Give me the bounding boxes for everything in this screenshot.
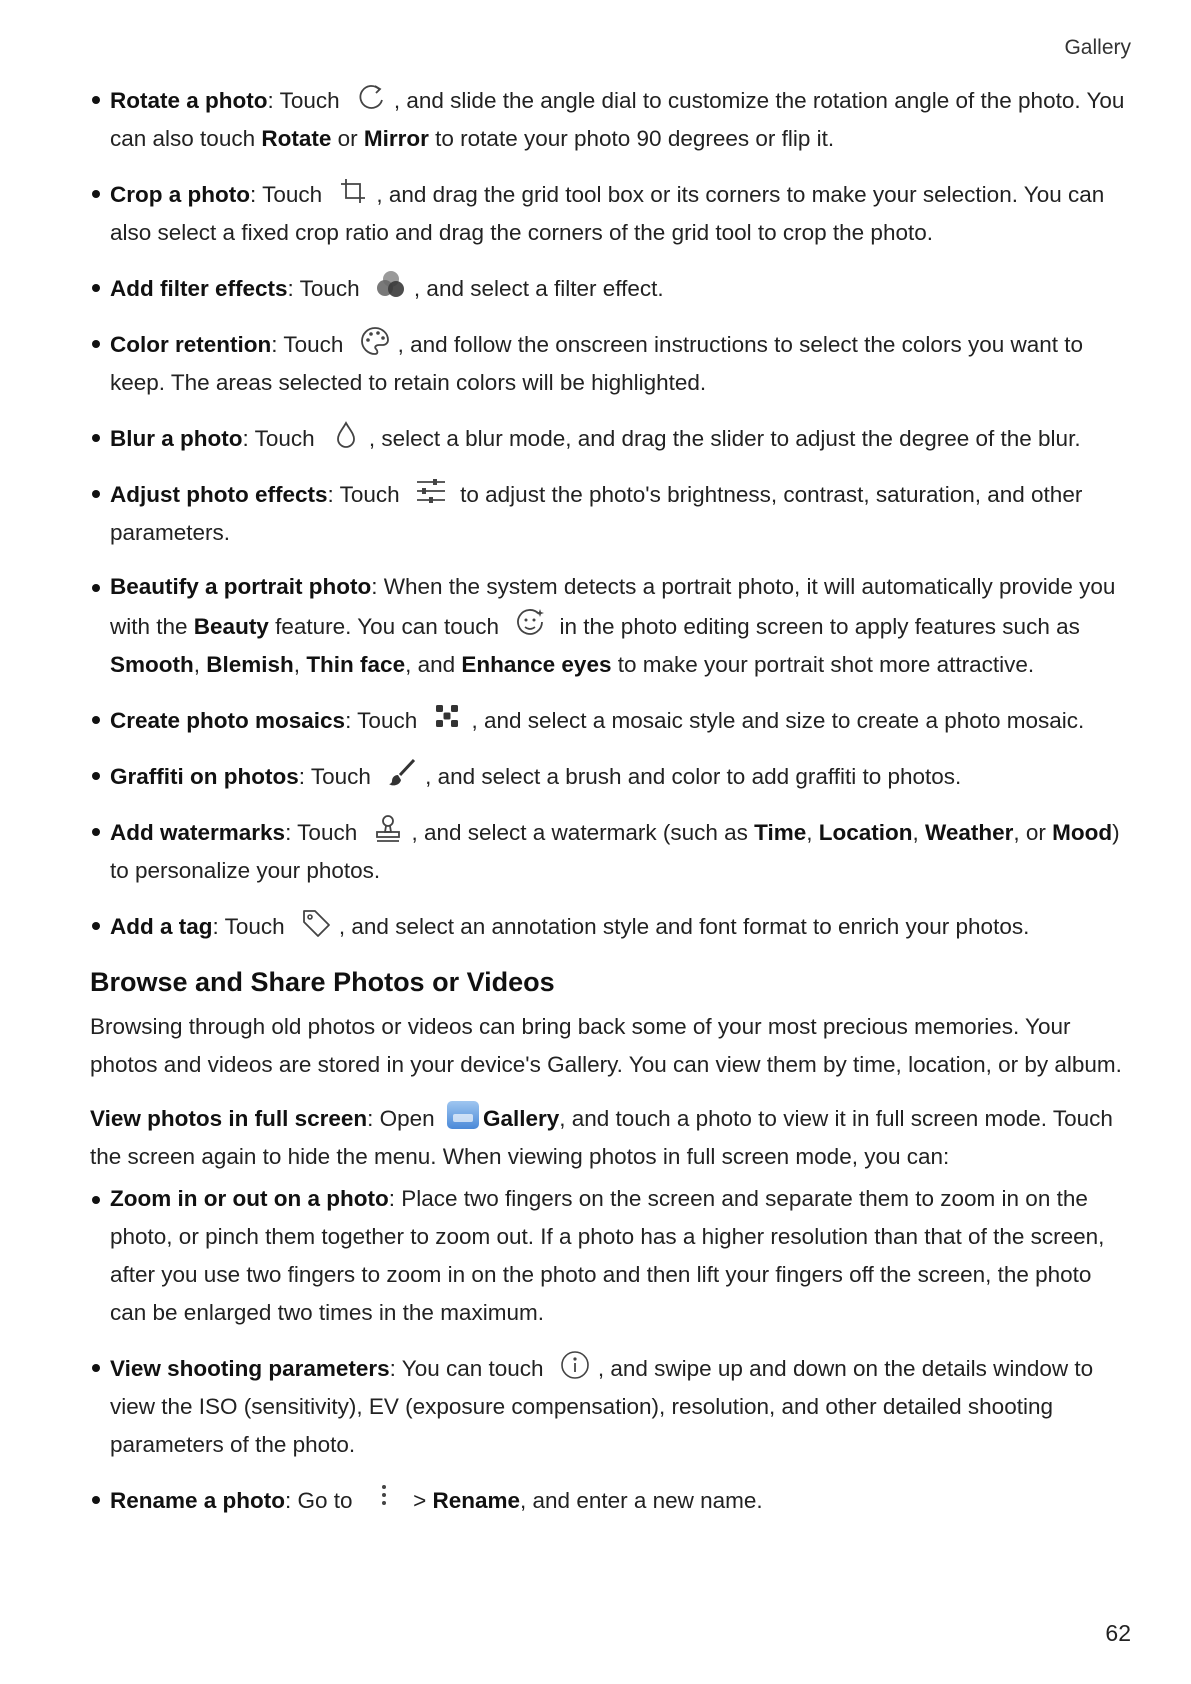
edit-feature-list <box>90 80 1130 946</box>
rotate-icon <box>354 80 388 114</box>
watermark-stamp-icon <box>371 812 405 846</box>
list-item-watermark: Add watermarks: Touch , and select a watermark (such as Time, Location, Weather, or Mood) to personalize your photos. <box>90 812 1130 890</box>
blur-drop-icon <box>329 418 363 452</box>
beauty-face-icon <box>513 606 547 640</box>
list-item-adjust: Adjust photo effects: Touch to adjust the photo's brightness, contrast, saturation, and other parameters. <box>90 474 1130 552</box>
info-icon <box>558 1348 592 1382</box>
list-item-color-retention: Color retention: Touch , and follow the onscreen instructions to select the colors you want to keep. The areas selected to retain colors will be highlighted. <box>90 324 1130 402</box>
list-item-rotate: Rotate a photo: Touch , and slide the angle dial to customize the rotation angle of the photo. You can also touch Rotate or Mirror to rotate your photo 90 degrees or flip it. <box>90 80 1130 158</box>
fullscreen-feature-list <box>90 1180 1130 1520</box>
section-heading: Browse and Share Photos or Videos <box>90 967 555 997</box>
page-content <box>90 80 1130 1536</box>
gallery-app-icon <box>447 1101 479 1129</box>
mosaic-icon <box>431 700 465 734</box>
filter-icon <box>374 268 408 302</box>
brush-icon <box>385 756 419 790</box>
list-item-blur: Blur a photo: Touch , select a blur mode, and drag the slider to adjust the degree of the blur. <box>90 418 1130 458</box>
list-item-crop: Crop a photo: Touch , and drag the grid tool box or its corners to make your selection. You can also select a fixed crop ratio and drag the corners of the grid tool to crop the photo. <box>90 174 1130 252</box>
list-item-tag: Add a tag: Touch , and select an annotation style and font format to enrich your photos. <box>90 906 1130 946</box>
running-header: Gallery <box>1064 36 1131 59</box>
list-item-mosaic: Create photo mosaics: Touch , and select a mosaic style and size to create a photo mosaic. <box>90 700 1130 740</box>
list-item-rename: Rename a photo: Go to > Rename, and enter a new name. <box>90 1480 1130 1520</box>
more-vertical-icon <box>367 1480 401 1514</box>
list-item-shooting-params: View shooting parameters: You can touch , and swipe up and down on the details window to view the ISO (sensitivity), EV (exposure compensation), resolution, and other detailed shooting parameters of the photo. <box>90 1348 1130 1464</box>
section-intro: Browsing through old photos or videos can bring back some of your most precious memories. Your photos and videos are stored in your device's Gallery. You can view them by time, location, or by album. <box>90 1014 1122 1077</box>
page-number: 62 <box>1105 1620 1131 1646</box>
fullscreen-paragraph: View photos in full screen: Open Gallery, and touch a photo to view it in full screen mode. Touch the screen again to hide the menu. When viewing photos in full screen mode, you can: <box>90 1100 1130 1176</box>
list-item-graffiti: Graffiti on photos: Touch , and select a brush and color to add graffiti to photos. <box>90 756 1130 796</box>
palette-icon <box>358 324 392 358</box>
list-item-zoom: Zoom in or out on a photo: Place two fingers on the screen and separate them to zoom in on the photo, or pinch them together to zoom out. If a photo has a higher resolution than that of the screen, after you use two fingers to zoom in on the photo and then lift your fingers off the screen, the photo can be enlarged two times in the maximum. <box>90 1180 1130 1332</box>
list-item-beautify: Beautify a portrait photo: When the system detects a portrait photo, it will automatically provide you with the Beauty feature. You can touch in the photo editing screen to apply features such as Smooth, Blemish, Thin face, and Enhance eyes to make your portrait shot more attractive. <box>90 568 1130 684</box>
term: Rotate a photo <box>110 88 268 113</box>
adjust-sliders-icon <box>414 474 448 508</box>
list-item-filter: Add filter effects: Touch , and select a filter effect. <box>90 268 1130 308</box>
tag-icon <box>299 906 333 940</box>
crop-icon <box>336 174 370 208</box>
